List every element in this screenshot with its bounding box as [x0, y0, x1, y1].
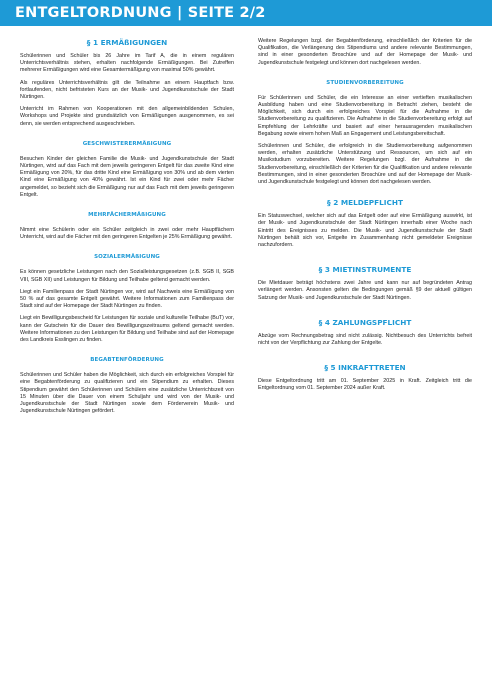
- social-discount-heading: SOZIALERMÄßIGUNG: [94, 254, 160, 261]
- section-1-paragraph-2: Als reguläres Unterrichtsverhältnis gilt die Teilnahme an einem Hauptfach bzw. fortlaufenden, nicht befristeten Kurs an der Musik- und Jugendkunstschule der Stadt Nürtingen.: [20, 79, 234, 101]
- study-preparation-paragraph-2: Schülerinnen und Schüler, die erfolgreich in die Studienvorbereitung aufgenommen werden, erhalten zusätzliche Unterstützung und Ressourcen, um sich auf ein Musikstudium vorzubereiten. Weitere Regelungen bzgl. der Aufnahme in die Studienvorbereitung, einschließlich der Kriterien für die Qualifikation und andere relevante Bestimmungen, sind in einer gesonderten Broschüre und auf der Homepage der Musik- und Jugendkunstschule festgelegt und können dort nachgelesen werden.: [258, 143, 472, 186]
- section-1-heading: § 1 ERMÄßIGUNGEN: [86, 38, 168, 47]
- section-3-heading: § 3 MIETINSTRUMENTE: [318, 265, 412, 275]
- section-1-paragraph-1: Schülerinnen und Schüler bis 26 Jahre im Tarif A, die in einem regulären Unterrichtsverhältnis stehen, erhalten nachfolgende Ermäßigungen. Bei Zutreffen mehrerer Ermäßigungen wird eine Gesamtermäßigung von maximal 50% gewährt.: [20, 53, 234, 74]
- section-4-paragraph: Abzüge vom Rechnungsbetrag sind nicht zulässig. Nichtbesuch des Unterrichts befreit nicht von der Verpflichtung zur Zahlung der Entgelte.: [258, 332, 472, 347]
- sibling-discount-heading: GESCHWISTERERMÄßIGUNG: [82, 140, 172, 147]
- section-4-heading: § 4 ZAHLUNGSPFLICHT: [318, 317, 412, 327]
- section-2-paragraph: Ein Statuswechsel, welcher sich auf das Entgelt oder auf eine Ermäßigung auswirkt, ist der Musik- und Jugendkunstschule der Stadt Nürtingen innerhalb einer Woche nach Eintritt des Ereignisses zu melden. Die Musik- und Jugendkunstschule der Stadt Nürtingen behält sich vor, Entgelte im Zusammenhang nicht gemeldeter Ereignisse nachzufordern.: [258, 213, 472, 249]
- left-column: [20, 38, 234, 416]
- talent-funding-continued-paragraph: Weitere Regelungen bzgl. der Begabtenförderung, einschließlich der Kriterien für die Qualifikation, die Verlängerung des Stipendiums und andere relevante Bestimmungen, sind in einer gesonderten Broschüre und auf der Homepage der Musik- und Jugendkunstschule festgelegt und können dort nachgelesen werden.: [258, 38, 472, 66]
- social-discount-paragraph-3: Liegt ein Bewilligungsbescheid für Leistungen für soziale und kulturelle Teilhabe (BuT) vor, kann der Gutschein für die Dauer des Bewilligungszeitraums geltend gemacht werden. Weitere Informationen zu den Leistungen für Bildung und Teilhabe sind auf der Homepage des Landkreis Esslingen zu finden.: [20, 315, 234, 344]
- section-5-paragraph: Diese Entgeltordnung tritt am 01. September 2025 in Kraft. Zeitgleich tritt die Entgeltordnung vom 01. September 2024 außer Kraft.: [258, 378, 472, 392]
- title-bar: [0, 0, 492, 26]
- talent-funding-heading: BEGABTENFÖRDERUNG: [90, 357, 164, 364]
- social-discount-paragraph-2: Liegt ein Familienpass der Stadt Nürtingen vor, wird auf Nachweis eine Ermäßigung von 50 % auf das gesamte Entgelt gewährt. Weitere Informationen zum Familienpass der Stadt sind auf der Homepage der Stadt Nürtingen zu finden.: [20, 288, 234, 310]
- multi-subject-discount-heading: MEHRFÄCHERMÄßIGUNG: [88, 212, 166, 219]
- sibling-discount-paragraph: Besuchen Kinder der gleichen Familie die Musik- und Jugendkunstschule der Stadt Nürtingen, wird auf das Fach mit dem jeweils geringeren Entgelt für das zweite Kind eine Ermäßigung von 20%, für das dritte Kind eine Ermäßigung von 30% und ab dem vierten Kind eine Ermäßigung von 40% gewährt. Ist ein Kind für zwei oder mehr Fächer angemeldet, so bezieht sich die Ermäßigung nur auf das Fach mit dem jeweils geringeren Entgelt.: [20, 155, 234, 198]
- talent-funding-paragraph: Schülerinnen und Schüler haben die Möglichkeit, sich durch ein erfolgreiches Vorspiel für eine Begabtenförderung zu qualifizieren und ein Stipendium zu erhalten. Dieses Stipendium gewährt den Schülerinnen und Schülern eine zusätzliche Unterrichtszeit von 15 Minuten über die Dauer von einem Schuljahr und wird von der Musik- und Jugendkunstschule der Stadt Nürtingen sowie dem Förderverein Musik- und Jugendkunstschule Nürtingen gefördert.: [20, 372, 234, 415]
- section-2-heading: § 2 MELDEPFLICHT: [327, 198, 403, 208]
- study-preparation-heading: STUDIENVORBEREITUNG: [326, 79, 404, 86]
- right-column: [258, 38, 472, 393]
- multi-subject-discount-paragraph: Nimmt eine Schülerin oder ein Schüler zeitgleich in zwei oder mehr Hauptfächern Unterricht, wird auf die Fächer mit den geringeren Entgelten je 25% Ermäßigung gewährt.: [20, 227, 234, 241]
- section-3-paragraph: Die Mietdauer beträgt höchstens zwei Jahre und kann nur auf begründeten Antrag verlängert werden. Ansonsten gelten die Bedingungen gemäß §9 der aktuell gültigen Satzung der Musik- und Jugendkunstschule der Stadt Nürtingen.: [258, 280, 472, 301]
- social-discount-paragraph-1: Es können gesetzliche Leistungen nach den Sozialleistungsgesetzen (z.B. SGB II, SGB VIII, SGB XII) und Leistungen für Bildung und Teilhabe geltend gemacht werden.: [20, 269, 234, 283]
- section-1-paragraph-3: Unterricht im Rahmen von Kooperationen mit den allgemeinbildenden Schulen, Workshops und Projekte sind grundsätzlich von Ermäßigungen ausgenommen, es sei denn, sie werden entsprechend ausgeschrieben.: [20, 106, 234, 127]
- section-5-heading: § 5 INKRAFTTRETEN: [324, 363, 406, 373]
- page-title: ENTGELTORDNUNG | SEITE 2/2: [15, 5, 266, 21]
- study-preparation-paragraph-1: Für Schülerinnen und Schüler, die ein Interesse an einer vertieften musikalischen Ausbildung haben und eine Studienvorbereitung in Betracht ziehen, besteht die Möglichkeit, sich durch ein erfolgreiches Vorspiel für die Aufnahme in die Studienvorbereitung zu qualifizieren. Die Aufnahme in die Studienvorbereitung erfolgt auf Empfehlung der Lehrkräfte und basiert auf einer herausragenden musikalischen Begabung sowie einem hohen Maß an Engagement und Leistungsbereitschaft.: [258, 94, 472, 137]
